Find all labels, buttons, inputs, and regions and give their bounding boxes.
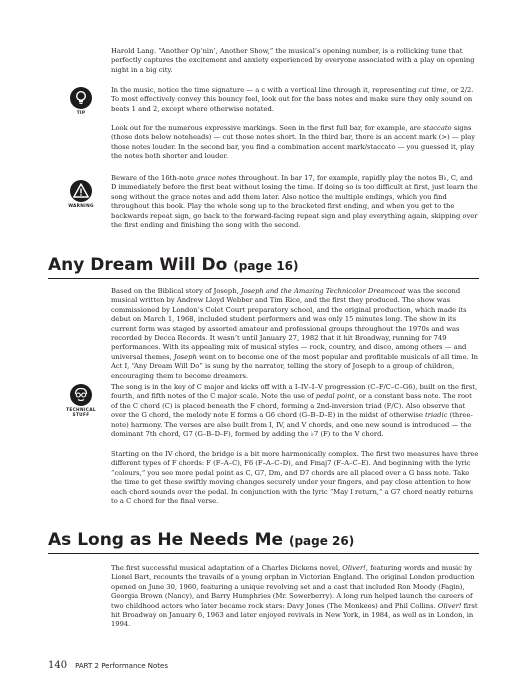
- lightbulb-icon: [70, 87, 92, 109]
- as-long-intro-paragraph: The first successful musical adaptation of a Charles Dickens novel, Oliver!, featuring words and music by Lionel Bart, recounts the travails of a young orphan in Victorian England. The original London production opened on June 30, 1960, featuring a unique revolving set and a cast that included Ron Moody (Fagin), Georgia Brown (Nancy), and Barry Humphries (Mr. Sowerberry). A long run helped launch the careers of two childhood actors who later became rock stars: Davy Jones (The Monkees) and Phil Collins. Oliver! first hit Broadway on January 6, 1963 and later enjoyed revivals in New York, in 1984, as well as in London, in 1994.: [111, 564, 478, 629]
- tip-callout-icon: [66, 87, 96, 116]
- section-heading-as-long: As Long as He Needs Me (page 26): [48, 530, 355, 550]
- intro-paragraph: Harold Lang. “Another Op’nin’, Another Show,” the musical’s opening number, is a rollicking tune that perfectly captures the excitement and anxiety experienced by everyone associated with a play on opening night in a big city.: [111, 47, 475, 74]
- warning-callout-icon: [66, 180, 96, 209]
- technical-stuff-callout-icon: [66, 384, 96, 418]
- footer-section-title: PART 2 Performance Notes: [75, 662, 168, 670]
- tip-paragraph: In the music, notice the time signature — a c with a vertical line through it, representing cut time, or 2/2. To most effectively convey this bouncy feel, look out for the bass notes and make sure they only sound on beats 1 and 2, except where otherwise notated.: [111, 86, 474, 113]
- tip-label: TIP: [76, 111, 86, 116]
- section-divider: [48, 553, 479, 554]
- technical-stuff-icon: [70, 384, 92, 406]
- bridge-paragraph: Starting on the IV chord, the bridge is a bit more harmonically complex. The first two measures have three different types of F chords: F (F–A–C), F6 (F–A–C–D), and Fmaj7 (F–A–C–E). And beginning with the lyric “colours,” you see more pedal point as C, G7, Dm, and D7 chords are all placed over a G bass note. Take the time to get these swiftly moving changes securely under your fingers, and pay close attention to how each chord sounds over the pedal. In conjunction with the lyric “May I return,” a G7 chord neatly returns to a C chord for the final verse.: [111, 450, 479, 506]
- section-heading-any-dream: Any Dream Will Do (page 16): [48, 255, 299, 275]
- warning-paragraph: Beware of the 16th-note grace notes throughout. In bar 17, for example, rapidly play the notes B♭, C, and D immediately before the first beat without losing the time. If doing so is too difficult at first, just learn the song without the grace notes and add them later. Also notice the multiple endings, which you find throughout this book. Play the whole song up to the bracketed first ending, and when you get to the backwards repeat sign, go back to the forward-facing repeat sign and play everything again, skipping over the first ending and finishing the song with the second.: [111, 174, 478, 230]
- section-divider: [48, 278, 479, 279]
- page-footer: [48, 660, 168, 671]
- warning-triangle-icon: [70, 180, 92, 202]
- markings-paragraph: Look out for the numerous expressive markings. Seen in the first full bar, for example, are staccato signs (those dots below noteheads) — cut those notes short. In the third bar, there is an accent mark (>) — play those notes louder. In the second bar, you find a combination accent mark/staccato — you guessed it, play the notes both shorter and louder.: [111, 124, 476, 161]
- any-dream-intro-paragraph: Based on the Biblical story of Joseph, Joseph and the Amazing Technicolor Dreamcoat was the second musical written by Andrew Lloyd Webber and Tim Rice, and the first they produced. The show was commissioned by London’s Colet Court preparatory school, and the original production, which made its debut on March 1, 1968, included student performers and was only 15 minutes long. The show in its current form was staged by assorted amateur and professional groups throughout the 1970s and was recorded by Decca Records. It wasn’t until January 27, 1982 that it hit Broadway, running for 749 performances. With its appealing mix of musical styles — rock, country, and disco, among others — and universal themes, Joseph went on to become one of the most popular and profitable musicals of all time. In Act I, “Any Dream Will Do” is sung by the narrator, telling the story of Joseph to a group of children, encouraging them to become dreamers.: [111, 287, 478, 380]
- warning-label: WARNING: [68, 204, 94, 209]
- technical-paragraph: The song is in the key of C major and kicks off with a I–IV–I–V progression (C–F/C–C–G6), built on the first, fourth, and fifth notes of the C major scale. Note the use of pedal point, or a constant bass note. The root of the C chord (C) is placed beneath the F chord, forming a 2nd-inversion triad (F/C). Also observe that over the G chord, the melody note E forms a G6 chord (G–B–D–E) in the midst of otherwise triadic (three-note) harmony. The verses are also built from I, IV, and V chords, and one new sound is introduced — the dominant 7th chord, G7 (G–B–D–F), formed by adding the ♭7 (F) to the V chord.: [111, 383, 478, 439]
- page-number: 140: [48, 660, 68, 671]
- technical-stuff-label: TECHNICAL STUFF: [66, 408, 96, 418]
